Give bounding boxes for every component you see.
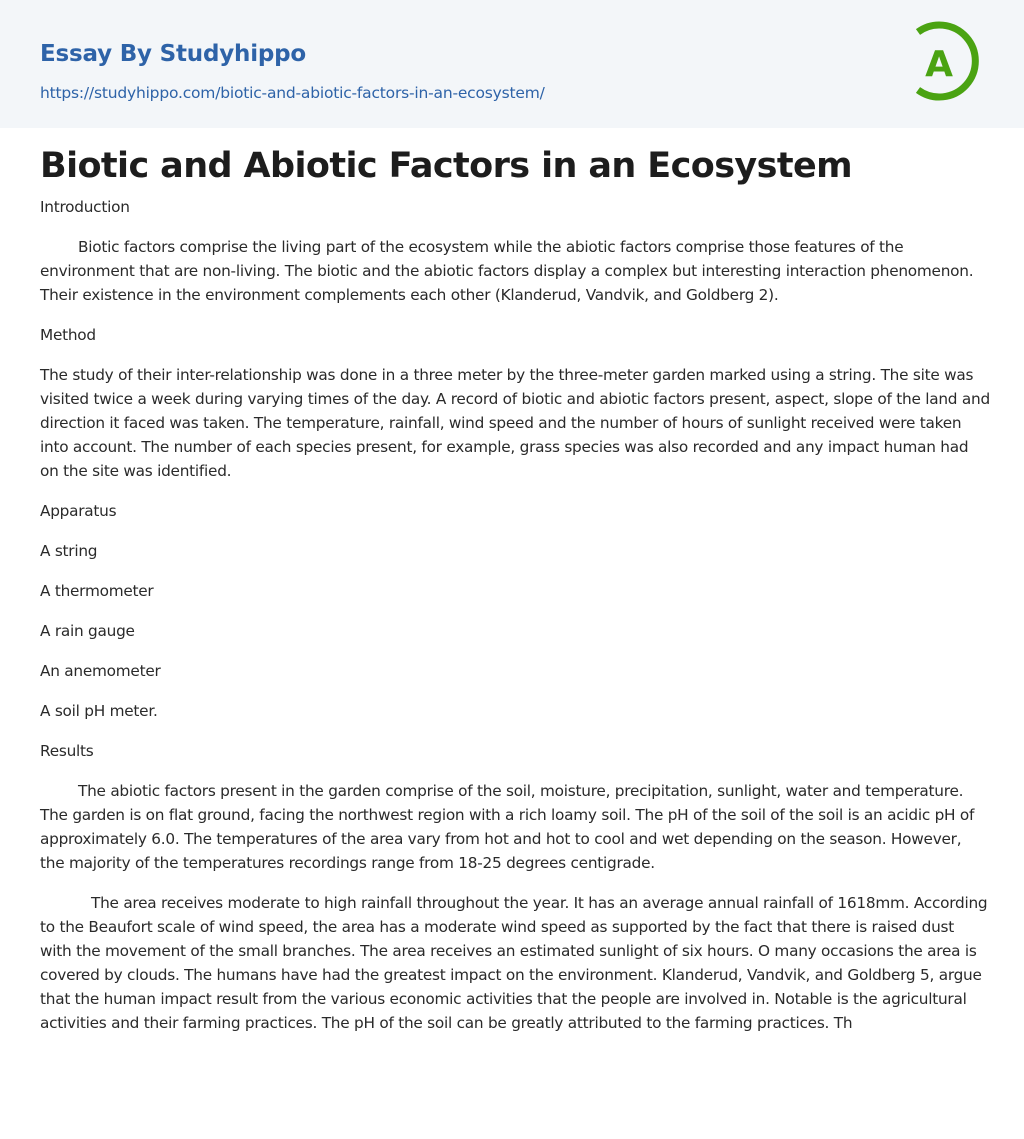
essay-article: [40, 146, 990, 1051]
paragraph-results-1: The abiotic factors present in the garden comprise of the soil, moisture, precipitation, sunlight, water and temperature. The garden is on flat ground, facing the northwest region with a rich loamy soil. The pH of the soil of the soil is an acidic pH of approximately 6.0. The temperatures of the area vary from hot and hot to cool and wet depending on the season. However, the majority of the temperatures recordings range from 18-25 degrees centigrade.: [40, 782, 975, 872]
paragraph-introduction: Biotic factors comprise the living part of the ecosystem while the abiotic factors comprise those features of the environment that are non-living. The biotic and the abiotic factors display a complex but interesting interaction phenomenon. Their existence in the environment complements each other (Klanderud, Vandvik, and Goldberg 2).: [40, 238, 974, 304]
apparatus-item: A string: [40, 542, 98, 560]
section-heading-results: Results: [40, 742, 94, 760]
apparatus-item: A rain gauge: [40, 622, 135, 640]
essay-title: Biotic and Abiotic Factors in an Ecosystem: [40, 146, 853, 186]
brand-title: Essay By Studyhippo: [40, 41, 307, 67]
paragraph-results-2: The area receives moderate to high rainfall throughout the year. It has an average annual rainfall of 1618mm. According to the Beaufort scale of wind speed, the area has a moderate wind speed as supported by the fact that there is raised dust with the movement of the small branches. The area receives an estimated sunlight of six hours. O many occasions the area is covered by clouds. The humans have had the greatest impact on the environment. Klanderud, Vandvik, and Goldberg 5, argue that the human impact result from the various economic activities that the people are involved in. Notable is the agricultural activities and their farming practices. The pH of the soil can be greatly attributed to the farming practices. Th: [40, 894, 988, 1032]
apparatus-item: A thermometer: [40, 582, 154, 600]
section-heading-method: Method: [40, 326, 96, 344]
apparatus-item: An anemometer: [40, 662, 161, 680]
paragraph-method: The study of their inter-relationship was done in a three meter by the three-meter garden marked using a string. The site was visited twice a week during varying times of the day. A record of biotic and abiotic factors present, aspect, slope of the land and direction it faced was taken. The temperature, rainfall, wind speed and the number of hours of sunlight received were taken into account. The number of each species present, for example, grass species was also recorded and any impact human had on the site was identified.: [40, 366, 990, 480]
section-heading-apparatus: Apparatus: [40, 502, 117, 520]
essay-url-link[interactable]: https://studyhippo.com/biotic-and-abiotic-factors-in-an-ecosystem/: [40, 84, 545, 102]
apparatus-item: A soil pH meter.: [40, 702, 158, 720]
section-heading-introduction: Introduction: [40, 198, 130, 216]
studyhippo-logo-icon[interactable]: [908, 18, 988, 106]
site-header: [0, 0, 1024, 128]
logo-letter: A: [925, 44, 953, 85]
